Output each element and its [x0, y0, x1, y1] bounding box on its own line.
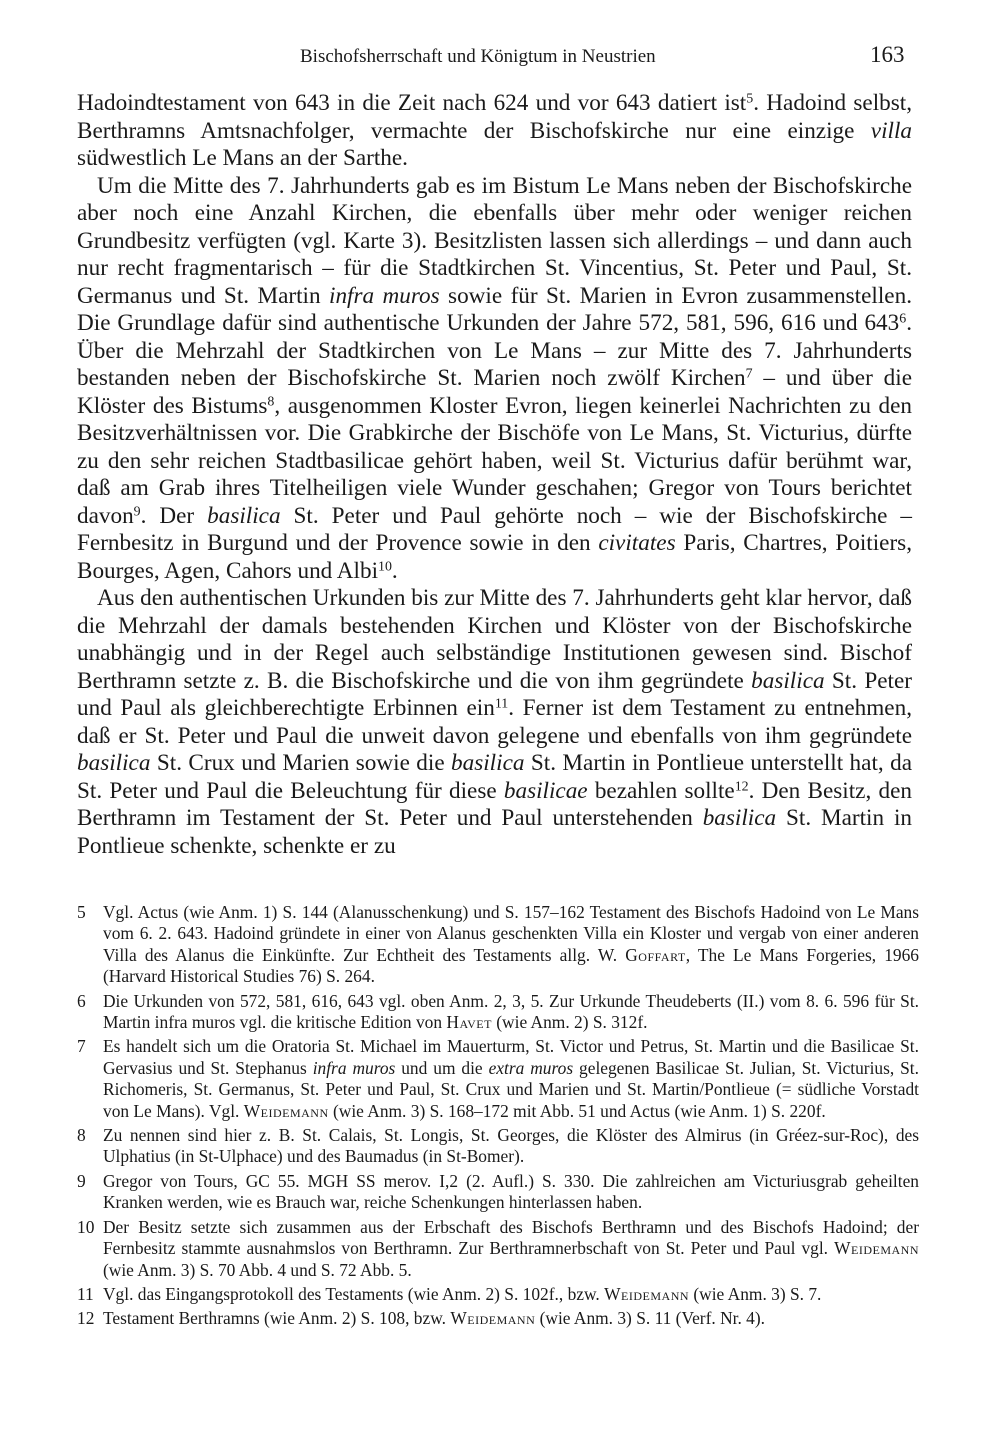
text-run: St. Martin in Pontlieue unterstellt hat, da St. Peter und Paul die Beleuchtung für diese [77, 750, 912, 804]
footnote-text [103, 902, 919, 988]
italic-term: infra muros [329, 282, 440, 309]
text-run: bezahlen sollte [587, 777, 735, 804]
italic-term: extra muros [488, 1057, 574, 1078]
text-run: , The Le Mans Forgeries, 1966 (Harvard Historical Studies 76) S. 264. [103, 944, 919, 987]
footnotes [77, 902, 919, 1333]
text-run: St. Peter und Paul gehörte noch – wie der Bischofskirche – Fernbesitz in Burgund und der Provence sowie in den [77, 502, 912, 556]
text-run: südwestlich Le Mans an der Sarthe. [77, 145, 408, 171]
text-run: Der Besitz setzte sich zusammen aus der Erbschaft des Bischofs Berthramn und des Bischofs Hadoind; der Fernbesitz stammte ausnahmslos von Berthramn. Zur Berthramnerbschaft von St. Peter und Paul vgl. [103, 1216, 919, 1259]
italic-term: basilica [451, 750, 525, 776]
page-number: 163 [870, 42, 905, 67]
footnote [77, 1171, 919, 1214]
footnote-number: 12 [77, 1308, 95, 1329]
running-title: Bischofsherrschaft und Königtum in Neustrien [300, 46, 656, 67]
footnote-ref: 7 [745, 366, 753, 382]
footnote-text [103, 1036, 919, 1122]
footnote-number: 9 [77, 1170, 86, 1191]
text-run: Gregor von Tours, GC 55. MGH SS merov. I,2 (2. Aufl.) S. 330. Die zahlreichen am Victuriusgrab geheilten Kranken werden, wie es Brauch war, reiche Schenkungen hinterlassen haben. [103, 1170, 919, 1213]
italic-term: basilica [751, 667, 825, 694]
main-text [77, 90, 912, 860]
text-run: (wie Anm. 3) S. 11 (Verf. Nr. 4). [535, 1308, 765, 1329]
footnote-ref: 11 [494, 696, 509, 712]
text-run: Paris, Chartres, Poitiers, Bourges, Agen, Cahors und Albi [77, 530, 912, 584]
author-name: Havet [446, 1012, 492, 1033]
footnote-ref: 10 [378, 558, 392, 574]
footnote [77, 902, 919, 988]
footnote-text [103, 1125, 919, 1168]
footnote [77, 1036, 919, 1122]
footnote-text [103, 1308, 919, 1329]
paragraph [77, 173, 912, 586]
italic-term: basilica [207, 502, 281, 529]
text-run: Vgl. das Eingangsprotokoll des Testaments (wie Anm. 2) S. 102f., bzw. [103, 1283, 605, 1304]
text-run: . Hadoind selbst, Berthramns Amtsnachfolger, vermachte der Bischofskirche nur eine einzige [77, 90, 913, 144]
text-run: . Über die Mehrzahl der Stadtkirchen von Le Mans – zur Mitte des 7. Jahrhunderts bestanden neben der Bischofskirche St. Marien noch zwölf Kirchen [77, 310, 912, 391]
text-run: und um die [395, 1057, 489, 1078]
text-run: Die Urkunden von 572, 581, 616, 643 vgl. oben Anm. 2, 3, 5. Zur Urkunde Theudeberts (II.) vom 8. 6. 596 für St. Martin infra muros vgl. die kritische Edition von [103, 990, 919, 1033]
text-run: . Ferner ist dem Testament zu entnehmen, daß er St. Peter und Paul die unweit davon gelegene und ebenfalls von ihm gegründete [77, 695, 912, 749]
author-name: Weidemann [604, 1283, 690, 1304]
text-run: (wie Anm. 3) S. 7. [689, 1283, 822, 1304]
footnote-ref: 6 [899, 311, 907, 327]
footnote [77, 1125, 919, 1168]
text-run: . [391, 557, 398, 584]
text-run: Um die Mitte des 7. Jahrhunderts gab es im Bistum Le Mans neben der Bischofskirche aber noch eine Anzahl Kirchen, die ebenfalls über mehr oder weniger reichen Grundbesitz verfügten (vgl. Karte 3). Besitzlisten lassen sich allerdings – und dann auch nur recht fragmentarisch – für die Stadtkirchen St. Vincentius, St. Peter und Paul, St. Germanus und St. Martin [77, 172, 912, 309]
text-run: (wie Anm. 3) S. 168–172 mit Abb. 51 und Actus (wie Anm. 1) S. 220f. [328, 1100, 826, 1121]
author-name: Weidemann [834, 1238, 919, 1259]
author-name: Weidemann [450, 1308, 536, 1329]
italic-term: basilica [702, 805, 777, 831]
italic-term: basilicae [503, 777, 588, 804]
footnote-ref: 8 [267, 393, 275, 409]
author-name: Weidemann [243, 1100, 329, 1121]
author-name: Goffart [625, 944, 686, 965]
footnote-number: 7 [77, 1036, 86, 1057]
footnote-number: 6 [77, 990, 86, 1011]
text-run: St. Martin in Pontlieue schenkte, schenkte er zu [77, 805, 912, 859]
text-run: , ausgenommen Kloster Evron, liegen keinerlei Nachrichten zu den Besitzverhältnissen vor. Die Grabkirche der Bischöfe von Le Mans, St. Victurius, dürfte zu den sehr reichen Stadtbasilicae gehört haben, weil St. Victurius dafür berühmt war, daß am Grab ihres Titelheiligen viele Wunder geschahen; Gregor von Tours berichtet davon [77, 392, 912, 529]
footnote [77, 1284, 919, 1305]
footnote-ref: 9 [133, 503, 141, 519]
paragraph [77, 585, 912, 860]
footnote-text [103, 1284, 919, 1305]
footnote-number: 10 [77, 1216, 95, 1237]
text-run: – und über die Klöster des Bistums [77, 365, 913, 419]
text-run: Zu nennen sind hier z. B. St. Calais, St. Longis, St. Georges, die Klöster des Almirus (in Gréez-sur-Roc), des Ulphatius (in St-Ulphace) und des Baumadus (in St-Bomer). [103, 1125, 919, 1167]
text-run: St. Crux und Marien sowie die [150, 750, 452, 776]
footnote-number: 5 [77, 902, 86, 922]
text-run: gelegenen Basilicae St. Julian, St. Victurius, St. Richomeris, St. Germanus, St. Peter und Paul, St. Crux und Marien und St. Martin/Pontlieue (= südliche Vorstadt von Le Mans). Vgl. [103, 1057, 919, 1121]
footnote-text [103, 1171, 919, 1214]
footnote-text [103, 1217, 919, 1281]
footnote-number: 8 [77, 1125, 86, 1146]
text-run: Testament Berthramns (wie Anm. 2) S. 108, bzw. [103, 1308, 451, 1329]
footnote-number: 11 [77, 1283, 94, 1304]
italic-term: villa [870, 117, 912, 144]
footnote-ref: 12 [734, 778, 749, 794]
italic-term: basilica [77, 750, 151, 776]
text-run: Es handelt sich um die Oratoria St. Michael im Mauerturm, St. Victor und Petrus, St. Martin und die Basilicae St. Gervasius und St. Stephanus [103, 1036, 919, 1078]
text-run: St. Peter und Paul als gleichberechtigte Erbinnen ein [77, 667, 913, 721]
text-run: . Den Besitz, den Berthramn im Testament der St. Peter und Paul unterstehenden [77, 777, 912, 831]
text-run: . Der [140, 502, 208, 529]
footnote [77, 991, 919, 1034]
footnote [77, 1217, 919, 1281]
footnote-text [103, 991, 919, 1034]
paragraph [77, 90, 912, 173]
italic-term: infra muros [312, 1057, 396, 1078]
text-run: Aus den authentischen Urkunden bis zur Mitte des 7. Jahrhunderts geht klar hervor, daß die Mehrzahl der damals bestehenden Kirchen und Klöster von der Bischofskirche unabhängig und in der Regel auch selbständige Institutionen gewesen sind. Bischof Berthramn setzte z. B. die Bischofskirche und die von ihm gegründete [77, 585, 912, 694]
italic-term: civitates [598, 530, 676, 556]
text-run: sowie für St. Marien in Evron zusammenstellen. Die Grundlage dafür sind authentische Urkunden der Jahre 572, 581, 596, 616 und 643 [77, 282, 912, 336]
footnote-ref: 5 [746, 91, 754, 107]
text-run: Hadoindtestament von 643 in die Zeit nach 624 und vor 643 datiert ist [77, 90, 747, 116]
footnote [77, 1308, 919, 1329]
text-run: (wie Anm. 2) S. 312f. [491, 1012, 648, 1033]
text-run: Vgl. Actus (wie Anm. 1) S. 144 (Alanusschenkung) und S. 157–162 Testament des Bischofs Hadoind von Le Mans vom 6. 2. 643. Hadoind gründete in einer von Alanus geschenkten Villa ein Kloster und vergab von einer anderen Villa des Alanus die Einkünfte. Zur Echtheit des Testaments allg. W. [103, 902, 919, 965]
text-run: (wie Anm. 3) S. 70 Abb. 4 und S. 72 Abb. 5. [103, 1259, 412, 1280]
